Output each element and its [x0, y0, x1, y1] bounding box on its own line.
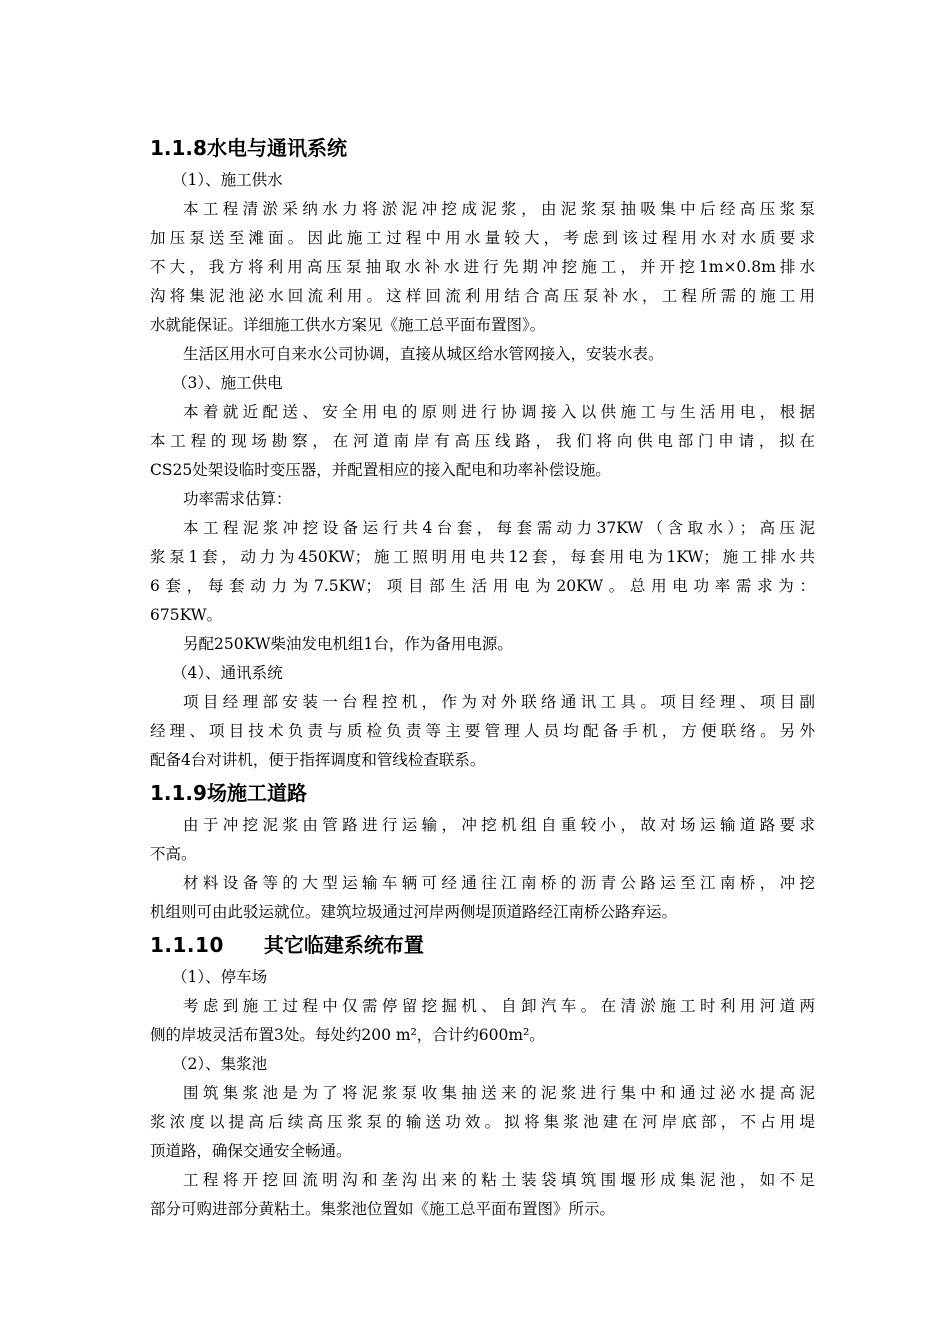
- paragraph: [150, 398, 815, 485]
- paragraph-line: 考虑到施工过程中仅需停留挖掘机、自卸汽车。在清淤施工时利用河道两: [183, 997, 815, 1015]
- section-heading: 1.1.8水电与通讯系统: [150, 136, 347, 160]
- paragraph: [150, 340, 815, 369]
- subheading: （3）、施工供电: [172, 374, 283, 392]
- section-heading: [150, 927, 815, 963]
- document-body: [150, 130, 815, 1224]
- paragraph: [150, 811, 815, 869]
- paragraph-line: 675KW。: [150, 606, 223, 624]
- paragraph: [150, 1166, 815, 1224]
- paragraph-line: 不大，我方将利用高压泵抽取水补水进行先期冲挖施工，并开挖1m×0.8m排水: [150, 258, 815, 276]
- paragraph-line: 水就能保证。详细施工供水方案见《施工总平面布置图》。: [150, 316, 546, 334]
- paragraph: [150, 195, 815, 340]
- section-title: 其它临建系统布置: [263, 933, 424, 957]
- subheading: （4）、通讯系统: [172, 664, 283, 682]
- paragraph-line: 由于冲挖泥浆由管路进行运输，冲挖机组自重较小，故对场运输道路要求: [183, 816, 815, 834]
- paragraph-line: 机组则可由此驳运就位。建筑垃圾通过河岸两侧堤顶道路经江南桥公路弃运。: [150, 903, 678, 921]
- paragraph: [150, 688, 815, 775]
- paragraph-line: 顶道路，确保交通安全畅通。: [150, 1142, 352, 1160]
- paragraph: [150, 869, 815, 927]
- paragraph-line: 沟将集泥池泌水回流利用。这样回流利用结合高压泵补水，工程所需的施工用: [150, 287, 815, 305]
- paragraph-line: 浆泵1套，动力为450KW；施工照明用电共12套，每套用电为1KW；施工排水共: [150, 548, 815, 566]
- paragraph-line: 功率需求估算：: [183, 490, 292, 508]
- paragraph-line: 6套，每套动力为7.5KW；项目部生活用电为20KW。总用电功率需求为：: [150, 577, 815, 595]
- paragraph-line: 另配250KW柴油发电机组1台，作为备用电源。: [183, 635, 513, 653]
- paragraph-line: 不高。: [150, 845, 197, 863]
- section-number: 1.1.10: [150, 933, 224, 957]
- paragraph-line: 本工程的现场勘察，在河道南岸有高压线路，我们将向供电部门申请，拟在: [150, 432, 815, 450]
- paragraph: [150, 992, 815, 1050]
- paragraph-line: 加压泵送至滩面。因此施工过程中用水量较大，考虑到该过程用水对水质要求: [150, 229, 815, 247]
- subheading: （1）、停车场: [172, 968, 268, 986]
- paragraph-line: 经理、项目技术负责与质检负责等主要管理人员均配备手机，方便联络。另外: [150, 722, 815, 740]
- paragraph-line: 本工程泥浆冲挖设备运行共4台套，每套需动力37KW（含取水）；高压泥: [183, 519, 815, 537]
- paragraph-line: 本着就近配送、安全用电的原则进行协调接入以供施工与生活用电，根据: [183, 403, 815, 421]
- paragraph-line: 围筑集浆池是为了将泥浆泵收集抽送来的泥浆进行集中和通过泌水提高泥: [183, 1084, 815, 1102]
- paragraph: [150, 514, 815, 630]
- paragraph-line: CS25处架设临时变压器，并配置相应的接入配电和功率补偿设施。: [150, 461, 611, 479]
- paragraph-line: 部分可购进部分黄粘土。集浆池位置如《施工总平面布置图》所示。: [150, 1200, 616, 1218]
- paragraph: [150, 485, 815, 514]
- paragraph-line: 项目经理部安装一台程控机，作为对外联络通讯工具。项目经理、项目副: [183, 693, 815, 711]
- paragraph: [150, 630, 815, 659]
- paragraph-line: 生活区用水可自来水公司协调，直接从城区给水管网接入，安装水表。: [183, 345, 664, 363]
- subheading: （1）、施工供水: [172, 171, 283, 189]
- paragraph-line: 材料设备等的大型运输车辆可经通往江南桥的沥青公路运至江南桥，冲挖: [183, 874, 815, 892]
- section-heading: 1.1.9场施工道路: [150, 781, 307, 805]
- paragraph: [150, 1079, 815, 1166]
- paragraph-line: 工程将开挖回流明沟和垄沟出来的粘土装袋填筑围堰形成集泥池，如不足: [183, 1171, 815, 1189]
- paragraph-line: 浆浓度以提高后续高压浆泵的输送功效。拟将集浆池建在河岸底部，不占用堤: [150, 1113, 815, 1131]
- paragraph-line: 配备4台对讲机，便于指挥调度和管线检查联系。: [150, 751, 486, 769]
- paragraph-line: 侧的岸坡灵活布置3处。每处约200 m²，合计约600m²。: [150, 1026, 545, 1044]
- paragraph-line: 本工程清淤采纳水力将淤泥冲挖成泥浆，由泥浆泵抽吸集中后经高压浆泵: [183, 200, 815, 218]
- subheading: （2）、集浆池: [172, 1055, 268, 1073]
